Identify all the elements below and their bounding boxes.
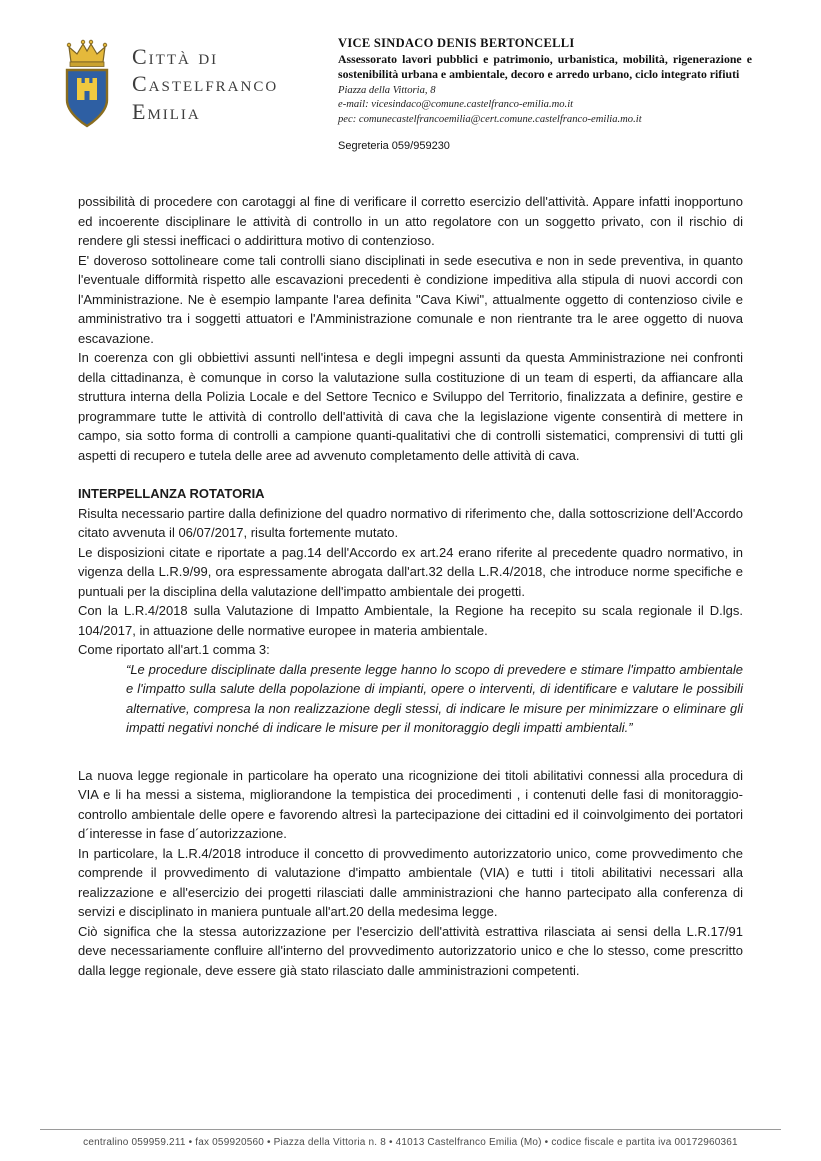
department-description: Assessorato lavori pubblici e patrimonio, urbanistica, mobilità, rigenerazione e sostenibilità urbana e ambientale, decoro e arredo urbano, ciclo integrato rifiuti: [338, 52, 752, 82]
office-address: Piazza della Vittoria, 8: [338, 85, 436, 97]
paragraph: La nuova legge regionale in particolare ha operato una ricognizione dei titoli abilitativi connessi alla procedura di VIA e li ha messi a sistema, migliorandone la tempistica dei procedimenti , i contenuti delle fasi di monitoraggio-controllo ambientale delle opere e favorendo altresì la partecipazione dei cittadini ed il coinvolgimento dei portatori d´interesse in fase d´autorizzazione.: [78, 767, 743, 841]
email-line: e-mail: vicesindaco@comune.castelfranco-emilia.mo.it: [338, 99, 574, 111]
paragraph: E' doveroso sottolineare come tali controlli siano disciplinati in sede esecutiva e non in sede preventiva, in quanto l'eventuale difformità rispetto alle escavazioni precedenti è condizione impeditiva alla stipula di nuovi accordi con l'Amministrazione. Ne è esempio lampante l'area definita "Cava Kiwi", attualmente oggetto di contenzioso civile e amministrativo tra i soggetti attuatori e l'Amministrazione comunale e non rientrante tra le aree oggetto di nuova escavazione.: [78, 252, 743, 346]
paragraph: Le disposizioni citate e riportate a pag.14 dell'Accordo ex art.24 erano riferite al precedente quadro normativo, in vigenza della L.R.9/99, ora espressamente abrogata dall'art.32 della L.R.4/2018, che introduce norme specifiche e puntuali per la disciplina della valutazione dell'impatto ambientale dei progetti.: [78, 544, 743, 599]
castle-emblem: [77, 78, 97, 100]
secretary-phone: Segreteria 059/959230: [338, 140, 450, 153]
municipality-name-line2: Castelfranco: [132, 71, 279, 97]
paragraph: Come riportato all'art.1 comma 3:: [78, 642, 270, 657]
municipal-crest-logo: [58, 38, 116, 130]
paragraph: In particolare, la L.R.4/2018 introduce il concetto di provvedimento autorizzatorio unico, come provvedimento che comprende il provvedimento di valutazione d'impatto ambientale (VIA) e tutti i titoli abilitativi necessari alla realizzazione e all'esercizio dei progetti rilasciati dalle amministrazioni che hanno partecipato alla conferenza di servizi e disciplinato in maniera puntuale all'art.20 della medesima legge.: [78, 845, 743, 919]
paragraph: Ciò significa che la stessa autorizzazione per l'esercizio dell'attività estrattiva rilasciata ai sensi della L.R.17/91 deve necessariamente confluire all'interno del provvedimento autorizzatorio unico e che lo stesso, come prescritto dalla legge regionale, deve essere già stato rilasciato dalle amministrazioni competenti.: [78, 923, 743, 978]
municipality-name: [132, 43, 278, 126]
paragraph: Con la L.R.4/2018 sulla Valutazione di Impatto Ambientale, la Regione ha recepito su scala regionale il D.lgs. 104/2017, in attuazione delle normative europee in materia ambientale.: [78, 603, 743, 638]
footer-contact-line: centralino 059959.211 • fax 059920560 • Piazza della Vittoria n. 8 • 41013 Castelfranco Emilia (Mo) • codice fiscale e partita iva 00172960361: [83, 1137, 738, 1148]
paragraph: Risulta necessario partire dalla definizione del quadro normativo di riferimento che, dalla sottoscrizione dell'Accordo citato avvenuta il 06/07/2017, risulta fortemente mutato.: [78, 505, 743, 540]
municipality-name-line3: Emilia: [132, 98, 201, 124]
shield-icon: [67, 70, 107, 126]
document-body: [78, 192, 743, 980]
municipality-name-line1: Città di: [132, 43, 219, 69]
page-footer: [40, 1129, 781, 1148]
section-heading: INTERPELLANZA ROTATORIA: [78, 486, 265, 501]
paragraph: In coerenza con gli obbiettivi assunti nell'intesa e degli impegni assunti da questa Amministrazione nei confronti della cittadinanza, è comunque in corso la valutazione sulla costituzione di un team di esperti, da affiancare alla struttura interna della Polizia Locale e del Settore Tecnico e Sviluppo del Territorio, finalizzata a definire, gestire e programmare tutte le attività di controllo dell'attività di cava che la legislazione vigente consentirà di mettere in campo, sia sotto forma di controlli a campione quanti-qualitativi che di controlli sistematici, comprensivi di tutti gli aspetti di recupero e tutela delle aree ad avvenuto completamento delle attività di cava.: [78, 350, 743, 463]
header-left: [58, 38, 278, 130]
official-title: VICE SINDACO DENIS BERTONCELLI: [338, 36, 575, 50]
crown-icon: [67, 40, 107, 66]
header-right: [338, 36, 752, 152]
block-quote: “Le procedure disciplinate dalla presente legge hanno lo scopo di prevedere e stimare l'impatto ambientale e l'impatto sulla salute della popolazione di impianti, opere o interventi, di identificare e valutare le possibili alternative, compresa la non realizzazione degli stessi, di indicare le misure per minimizzare o eliminare gli impatti negativi nonché di indicare le misure per il monitoraggio degli impatti ambientali.”: [126, 661, 743, 735]
pec-line: pec: comunecastelfrancoemilia@cert.comune.castelfranco-emilia.mo.it: [338, 113, 642, 125]
paragraph: possibilità di procedere con carotaggi al fine di verificare il corretto esercizio dell'attività. Appare infatti inopportuno ed incoerente disciplinare le attività di controllo in un atto regolatore con un soggetto privato, con il rischio di rendere gli stessi inefficaci o addirittura motivo di contenzioso.: [78, 194, 743, 248]
